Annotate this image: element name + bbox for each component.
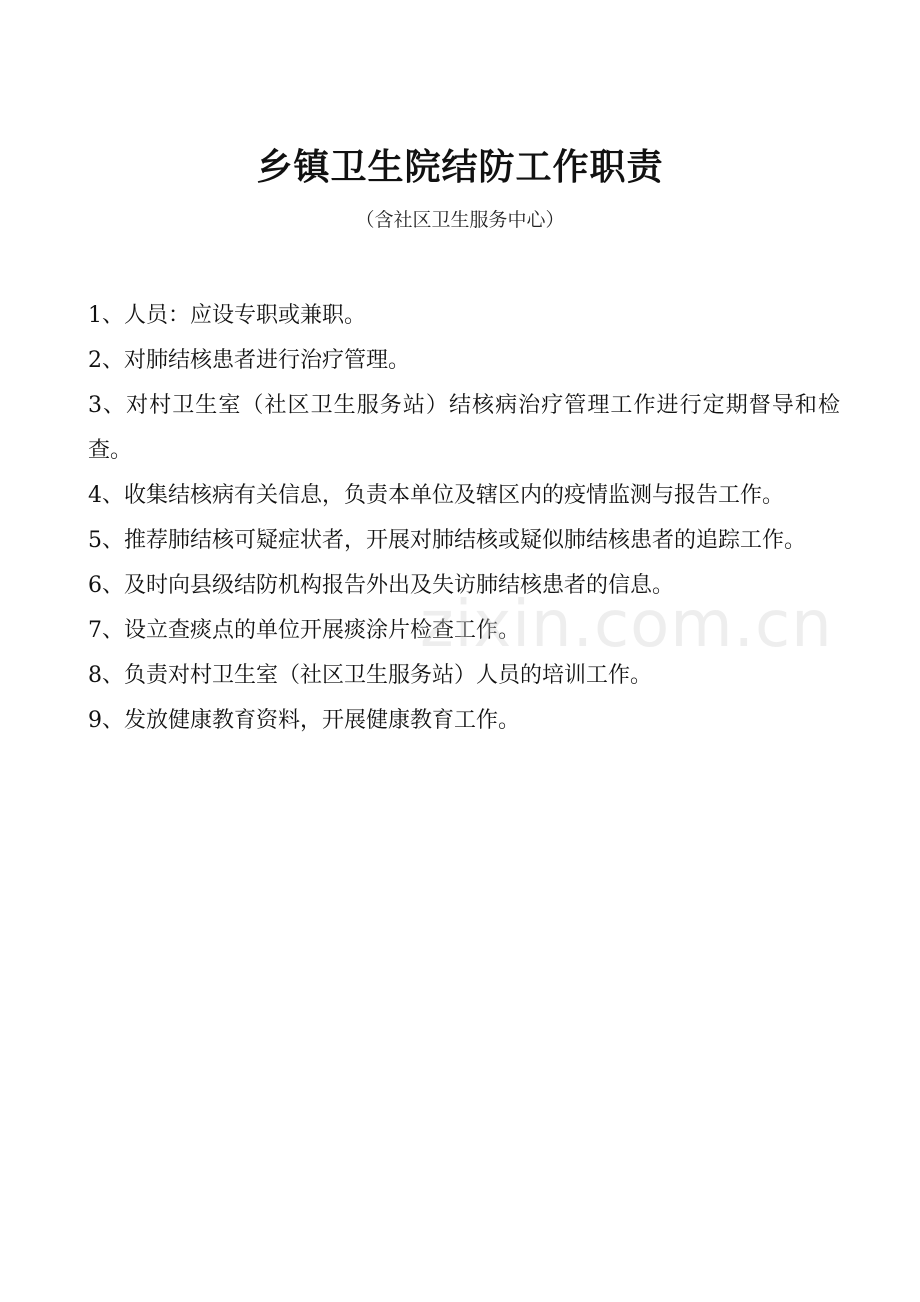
duty-list [88, 293, 840, 743]
duty-item-8: 8、负责对村卫生室（社区卫生服务站）人员的培训工作。 [88, 663, 652, 688]
watermark: zixin.com.cn [420, 588, 833, 662]
duty-item-2: 2、对肺结核患者进行治疗管理。 [88, 348, 410, 373]
document-subtitle: （含社区卫生服务中心） [355, 209, 565, 231]
duty-item-7: 7、设立查痰点的单位开展痰涂片检查工作。 [88, 618, 520, 643]
duty-item-6: 6、及时向县级结防机构报告外出及失访肺结核患者的信息。 [88, 573, 674, 598]
duty-item-3: 3、对村卫生室（社区卫生服务站）结核病治疗管理工作进行定期督导和检查。 [88, 393, 840, 463]
duty-item-9: 9、发放健康教育资料，开展健康教育工作。 [88, 708, 520, 733]
duty-item-4: 4、收集结核病有关信息，负责本单位及辖区内的疫情监测与报告工作。 [88, 483, 784, 508]
duty-item-5: 5、推荐肺结核可疑症状者，开展对肺结核或疑似肺结核患者的追踪工作。 [88, 528, 806, 553]
document-title: 乡镇卫生院结防工作职责 [256, 147, 664, 188]
duty-item-1: 1、人员：应设专职或兼职。 [88, 303, 366, 328]
